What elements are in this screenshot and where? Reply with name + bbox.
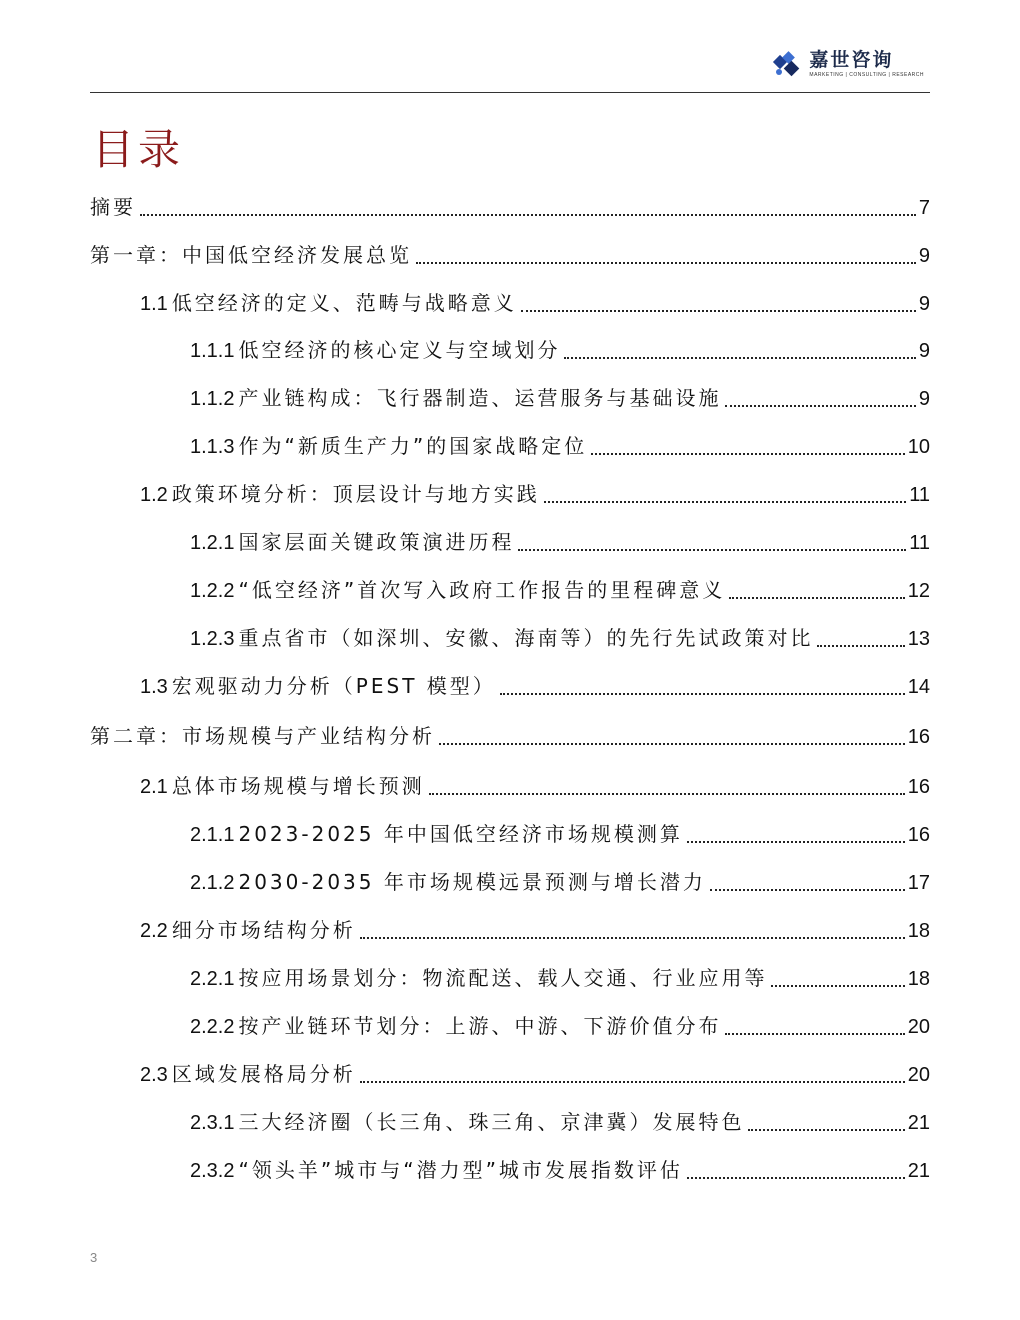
toc-entry-number: 1.1.2	[190, 388, 235, 410]
toc-dot-leader	[687, 841, 905, 843]
toc-entry-label: 第一章：中国低空经济发展总览	[90, 243, 412, 267]
toc-entry-page: 17	[907, 872, 930, 894]
toc-dot-leader	[429, 793, 905, 795]
toc-entry-label: 按产业链环节划分：上游、中游、下游价值分布	[238, 1014, 722, 1038]
toc-entry-page: 9	[918, 293, 930, 315]
toc-entry-label: 政策环境分析：顶层设计与地方实践	[171, 482, 540, 506]
toc-dot-leader	[521, 310, 916, 312]
toc-entry-page: 21	[907, 1112, 930, 1134]
toc-entry-label: 重点省市（如深圳、安徽、海南等）的先行先试政策对比	[238, 626, 814, 650]
toc-entry-page: 9	[918, 340, 930, 362]
toc-entry-number: 2.2.2	[190, 1016, 235, 1038]
toc-entry[interactable]	[90, 481, 930, 508]
toc-entry-number: 2.2.1	[190, 968, 235, 990]
toc-entry-label: 摘要	[90, 195, 136, 219]
toc-dot-leader	[725, 1033, 904, 1035]
toc-entry-label: 按应用场景划分：物流配送、载人交通、行业应用等	[238, 966, 768, 990]
toc-entry-label: 作为“新质生产力”的国家战略定位	[238, 434, 588, 458]
toc-dot-leader	[748, 1129, 904, 1131]
toc-entry-label: 总体市场规模与增长预测	[171, 774, 425, 798]
toc-entry-number: 1.3	[140, 676, 168, 698]
toc-entry[interactable]	[90, 821, 930, 848]
toc-entry-label: 国家层面关键政策演进历程	[238, 530, 515, 554]
toc-entry-label: 细分市场结构分析	[171, 918, 356, 942]
toc-entry-label: 区域发展格局分析	[171, 1062, 356, 1086]
toc-entry-label: 低空经济的定义、范畴与战略意义	[171, 291, 517, 315]
toc-entry[interactable]	[90, 242, 930, 269]
toc-dot-leader	[591, 453, 905, 455]
toc-entry-label: 产业链构成：飞行器制造、运营服务与基础设施	[238, 386, 722, 410]
toc-entry-page: 16	[907, 776, 930, 798]
toc-entry[interactable]	[90, 965, 930, 992]
toc-dot-leader	[725, 405, 915, 407]
toc-entry-number: 1.2.2	[190, 580, 235, 602]
toc-entry-label: 2023-2025 年中国低空经济市场规模测算	[238, 822, 683, 846]
toc-entry-label: “领头羊”城市与“潜力型”城市发展指数评估	[238, 1158, 683, 1182]
toc-entry[interactable]	[90, 529, 930, 556]
toc-entry-page: 21	[907, 1160, 930, 1182]
company-logo[interactable]	[772, 46, 924, 82]
toc-entry-number: 1.2	[140, 484, 168, 506]
page-header	[90, 40, 930, 93]
toc-entry[interactable]	[90, 290, 930, 317]
toc-entry-page: 9	[918, 245, 930, 267]
toc-entry[interactable]	[90, 433, 930, 460]
toc-entry-page: 9	[918, 388, 930, 410]
table-of-contents	[90, 188, 930, 1184]
toc-entry-page: 14	[907, 676, 930, 698]
toc-dot-leader	[544, 501, 906, 503]
toc-dot-leader	[771, 985, 904, 987]
toc-entry-number: 1.2.1	[190, 532, 235, 554]
toc-entry-label: 低空经济的核心定义与空域划分	[238, 338, 561, 362]
toc-entry-label: 第二章：市场规模与产业结构分析	[90, 724, 435, 748]
toc-entry-page: 18	[907, 968, 930, 990]
toc-entry[interactable]	[90, 1013, 930, 1040]
toc-dot-leader	[687, 1177, 905, 1179]
toc-entry-page: 20	[907, 1064, 930, 1086]
jiashi-logo-icon	[772, 49, 802, 79]
toc-entry[interactable]	[90, 673, 930, 700]
toc-dot-leader	[360, 937, 905, 939]
toc-entry[interactable]	[90, 1061, 930, 1088]
toc-entry-label: 宏观驱动力分析（PEST 模型）	[171, 674, 496, 698]
toc-entry-page: 10	[907, 436, 930, 458]
toc-entry-number: 2.1.1	[190, 824, 235, 846]
toc-entry[interactable]	[90, 1109, 930, 1136]
toc-entry[interactable]	[90, 577, 930, 604]
toc-dot-leader	[518, 549, 906, 551]
toc-entry[interactable]	[90, 194, 930, 221]
toc-dot-leader	[500, 693, 905, 695]
toc-entry-page: 12	[907, 580, 930, 602]
toc-dot-leader	[439, 743, 905, 745]
toc-dot-leader	[416, 262, 916, 264]
toc-entry-number: 1.2.3	[190, 628, 235, 650]
toc-entry[interactable]	[90, 385, 930, 412]
toc-entry-number: 2.1	[140, 776, 168, 798]
toc-title: 目录	[92, 125, 185, 174]
toc-entry-number: 2.3.1	[190, 1112, 235, 1134]
toc-entry-number: 2.1.2	[190, 872, 235, 894]
toc-dot-leader	[817, 645, 904, 647]
page-number: 3	[90, 1250, 98, 1265]
toc-entry[interactable]	[90, 773, 930, 800]
toc-entry[interactable]	[90, 1157, 930, 1184]
toc-entry-page: 11	[909, 532, 930, 554]
toc-entry-label: “低空经济”首次写入政府工作报告的里程碑意义	[238, 578, 726, 602]
toc-entry-page: 11	[909, 484, 930, 506]
toc-entry-page: 16	[907, 726, 930, 748]
logo-tagline: MARKETING | CONSULTING | RESEARCH	[809, 71, 924, 78]
toc-dot-leader	[564, 357, 915, 359]
toc-entry-number: 1.1.1	[190, 340, 235, 362]
logo-name: 嘉世咨询	[809, 48, 894, 71]
toc-entry-number: 1.1	[140, 293, 168, 315]
toc-entry-label: 三大经济圈（长三角、珠三角、京津冀）发展特色	[238, 1110, 745, 1134]
toc-entry-number: 2.3.2	[190, 1160, 235, 1182]
toc-entry-page: 13	[907, 628, 930, 650]
toc-dot-leader	[729, 597, 905, 599]
toc-entry[interactable]	[90, 869, 930, 896]
toc-entry-label: 2030-2035 年市场规模远景预测与增长潜力	[238, 870, 706, 894]
toc-entry-number: 2.2	[140, 920, 168, 942]
toc-entry-page: 16	[907, 824, 930, 846]
toc-entry[interactable]	[90, 625, 930, 652]
toc-dot-leader	[710, 889, 905, 891]
toc-entry-number: 1.1.3	[190, 436, 235, 458]
toc-entry-page: 18	[907, 920, 930, 942]
toc-entry-page: 7	[918, 197, 930, 219]
toc-dot-leader	[360, 1081, 905, 1083]
toc-entry[interactable]	[90, 337, 930, 364]
toc-entry-number: 2.3	[140, 1064, 168, 1086]
toc-entry[interactable]	[90, 723, 930, 750]
toc-entry[interactable]	[90, 917, 930, 944]
toc-dot-leader	[140, 214, 916, 216]
toc-entry-page: 20	[907, 1016, 930, 1038]
